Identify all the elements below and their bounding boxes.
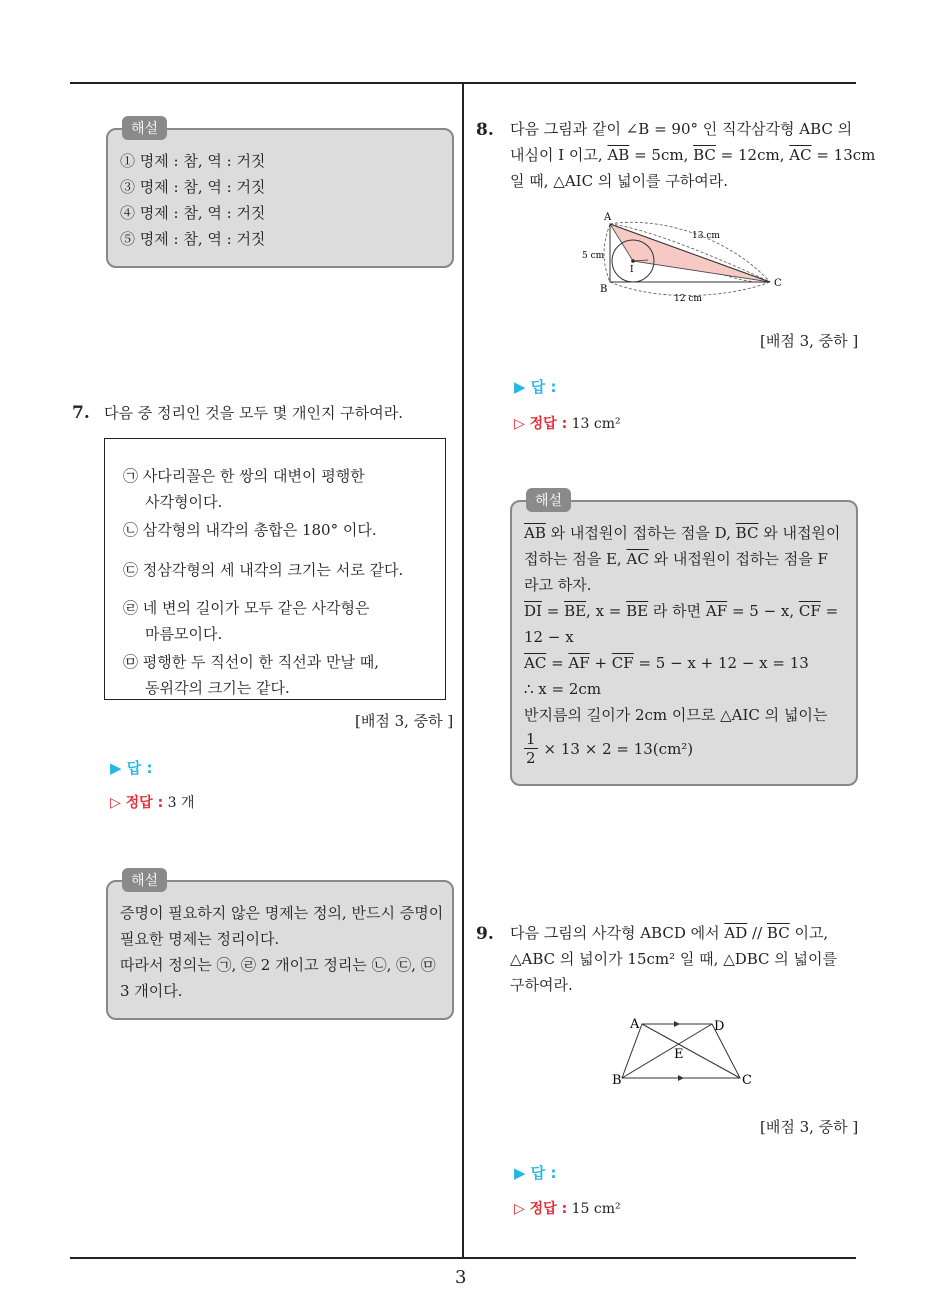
q7-item: ㉤ 평행한 두 직선이 한 직선과 만날 때, 동위각의 크기는 같다. bbox=[123, 653, 380, 697]
solution-line: 따라서 정의는 ㉠, ㉣ 2 개이고 정리는 ㉡, ㉢, ㉤ bbox=[120, 956, 436, 974]
q7-score: [배점 3, 중하 ] bbox=[355, 712, 454, 730]
q9-figure bbox=[610, 1012, 760, 1092]
correct-value: 3 개 bbox=[167, 795, 195, 811]
prev-solution-box bbox=[106, 121, 454, 268]
solution-line: $\overline{DI} = \overline{BE}$, $x = \overline{BE}$ 라 하면 $\overline{AF} = 5 - x$, $\overline{CF}$ = bbox=[524, 602, 839, 620]
page-number: 3 bbox=[455, 1267, 467, 1288]
q8-solution-box bbox=[510, 493, 858, 786]
fraction-denominator: 2 bbox=[526, 749, 536, 767]
q9-label-d: D bbox=[714, 1019, 725, 1034]
solution-line: 필요한 명제는 정리이다. bbox=[120, 930, 280, 948]
q7-item: ㉢ 정삼각형의 세 내각의 크기는 서로 같다. bbox=[123, 561, 404, 579]
solution-line: 3 개이다. bbox=[120, 982, 183, 1000]
solution-tab: 해설 bbox=[122, 868, 167, 892]
q8-label-a: A bbox=[604, 212, 612, 223]
solution-line: 12 − x bbox=[524, 628, 574, 646]
q8-label-ac: 13 cm bbox=[692, 231, 720, 241]
column-divider bbox=[462, 82, 464, 1258]
q9-number: 9. bbox=[476, 924, 494, 944]
q7-solution-box bbox=[106, 873, 454, 1020]
q7-text: 다음 중 정리인 것을 모두 몇 개인지 구하여라. bbox=[104, 404, 403, 422]
solution-fraction-line: $\frac{1}{2}$ × 13 × 2 = 13(cm²) bbox=[526, 730, 694, 767]
q7-items-box bbox=[104, 438, 446, 700]
solution-line: 반지름의 길이가 2cm 이므로 △AIC 의 넓이는 bbox=[524, 706, 828, 724]
correct-value: 15 cm² bbox=[571, 1201, 621, 1217]
q9-score: [배점 3, 중하 ] bbox=[760, 1118, 859, 1136]
q8-label-b: B bbox=[600, 284, 608, 295]
q9-correct bbox=[514, 1198, 621, 1218]
q7-correct bbox=[110, 792, 195, 812]
q8-text: 다음 그림과 같이 ∠B = 90° 인 직각삼각형 ABC 의 내심이 I 이고, $\overline{AB} = 5cm$, $\overline{BC} = 12cm$, $\overline{AC} = 13cm$ 일 때, △AIC 의 넓이를 구하여라. bbox=[510, 120, 876, 190]
q9-label-a: A bbox=[630, 1017, 640, 1032]
q9-text: 다음 그림의 사각형 ABCD 에서 $\overline{AD} // \overline{BC}$ 이고, △ABC 의 넓이가 15cm² 일 때, △DBC 의 넓이를 구하여라. bbox=[510, 924, 838, 994]
correct-label: ▷ 정답 : bbox=[514, 416, 568, 432]
q7-item: ㉣ 네 변의 길이가 모두 같은 사각형은 마름모이다. bbox=[123, 599, 370, 643]
solution-line: $\overline{AC} = \overline{AF} + \overline{CF} = 5 - x + 12 - x = 13$ bbox=[524, 654, 809, 672]
solution-line: ⑤ 명제 : 참, 역 : 거짓 bbox=[120, 230, 266, 248]
solution-tab: 해설 bbox=[122, 116, 167, 140]
q8-correct bbox=[514, 413, 621, 433]
solution-line: ∴ x = 2cm bbox=[524, 680, 602, 698]
solution-tab: 해설 bbox=[526, 488, 571, 512]
correct-label: ▷ 정답 : bbox=[514, 1201, 568, 1217]
q7-answer-label: ▶ 답 : bbox=[110, 759, 153, 777]
q7-number: 7. bbox=[72, 403, 90, 423]
solution-line: ③ 명제 : 참, 역 : 거짓 bbox=[120, 178, 266, 196]
q8-label-ab: 5 cm bbox=[582, 251, 605, 261]
q7-item: ㉠ 사다리꼴은 한 쌍의 대변이 평행한 사각형이다. bbox=[123, 467, 365, 511]
q8-label-c: C bbox=[774, 278, 782, 289]
q9-label-b: B bbox=[612, 1073, 622, 1088]
fraction-numerator: 1 bbox=[526, 730, 536, 748]
solution-line: ④ 명제 : 참, 역 : 거짓 bbox=[120, 204, 266, 222]
q8-figure bbox=[578, 206, 798, 306]
q9-answer-label: ▶ 답 : bbox=[514, 1164, 557, 1182]
q8-label-bc: 12 cm bbox=[674, 294, 702, 304]
solution-line: 증명이 필요하지 않은 명제는 정의, 반드시 증명이 bbox=[120, 904, 444, 922]
q8-answer-label: ▶ 답 : bbox=[514, 378, 557, 396]
bottom-rule bbox=[70, 1257, 856, 1259]
solution-line: 접하는 점을 E, $\overline{AC}$ 와 내접원이 접하는 점을 F bbox=[524, 550, 828, 568]
correct-value: 13 cm² bbox=[571, 416, 621, 432]
q8-number: 8. bbox=[476, 120, 494, 140]
correct-label: ▷ 정답 : bbox=[110, 795, 164, 811]
solution-line: 라고 하자. bbox=[524, 576, 592, 594]
q7-item: ㉡ 삼각형의 내각의 총합은 180° 이다. bbox=[123, 521, 377, 539]
solution-line: ① 명제 : 참, 역 : 거짓 bbox=[120, 152, 266, 170]
solution-line: $\overline{AB}$ 와 내접원이 접하는 점을 D, $\overline{BC}$ 와 내접원이 bbox=[524, 524, 841, 542]
q9-label-e: E bbox=[674, 1047, 684, 1062]
q9-label-c: C bbox=[742, 1073, 752, 1088]
q8-label-i: I bbox=[630, 265, 634, 275]
q8-score: [배점 3, 중하 ] bbox=[760, 332, 859, 350]
